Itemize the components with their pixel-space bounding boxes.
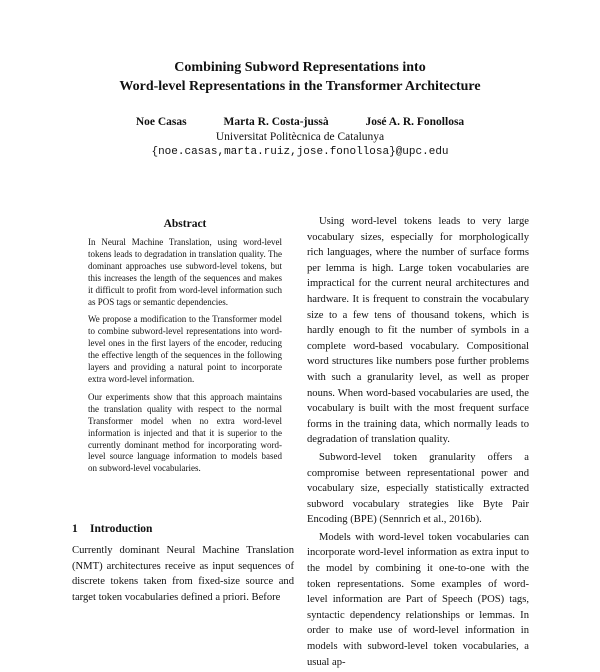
abstract-paragraph-3: Our experiments show that this approach maintains the translation quality with respect to the normal Transformer model when no extra word-level information is injected and that it is superior to the currently dominant method for incorporating word-level source language information to models based on subword-level vocabularies.: [88, 391, 282, 474]
author-emails: {noe.casas,marta.ruiz,jose.fonollosa}@upc.edu: [151, 146, 449, 158]
right-column: [307, 214, 529, 672]
section-number: 1: [72, 523, 78, 535]
author-2: Marta R. Costa-jussà: [223, 116, 329, 128]
abstract-paragraph-2: We propose a modification to the Transformer model to combine subword-level representations into word-level ones in the first layers of the encoder, reducing the effective length of the sequences in the following layers and providing a natural point to incorporate extra word-level information.: [88, 314, 282, 384]
introduction-paragraph: Currently dominant Neural Machine Translation (NMT) architectures receive as input sequences of discrete tokens taken from fixed-size source and target token vocabularies defined a priori. Before: [72, 545, 294, 603]
paper-title: [0, 58, 600, 96]
right-paragraph-3: Models with word-level token vocabularies can incorporate word-level information as extra input to the model by combining it one-to-one with the token representations. Some examples of word-level information are Part of Speech (POS) tags, syntactic dependency relationships or lemmas. In order to make use of word-level information in models with subword-level token vocabularies, a usual ap-: [307, 531, 529, 668]
affiliation: Universitat Politècnica de Catalunya: [215, 131, 385, 143]
author-list: [0, 116, 600, 128]
right-paragraph-2: Subword-level token granularity offers a compromise between representational power and vocabulary size, especially statistically extracted subword vocabulary strategies like Byte Pair Encoding (BPE) (Sennrich et al., 2016b).: [307, 451, 529, 526]
title-line-2: Word-level Representations in the Transformer Architecture: [119, 79, 481, 94]
abstract-paragraph-1: In Neural Machine Translation, using word-level tokens leads to degradation in translation quality. The dominant approaches use subword-level tokens, but this increases the length of the sequences and makes it difficult to profit from word-level information such as POS tags or semantic dependencies.: [88, 237, 282, 307]
abstract-body: [88, 237, 282, 481]
author-1: Noe Casas: [135, 116, 187, 128]
section-heading-introduction: [72, 523, 152, 535]
author-3: José A. R. Fonollosa: [365, 116, 465, 128]
section-title: Introduction: [90, 523, 153, 535]
abstract-heading: Abstract: [163, 218, 207, 230]
introduction-body: [72, 543, 294, 605]
right-paragraph-1: Using word-level tokens leads to very large vocabulary sizes, especially for morphologically rich languages, where the number of surface forms per lemma is high. Large token vocabularies are impractical for the current neural architectures and hardware. It is frequent to constrain the vocabulary size to a few tens of thousand tokens, which is hardly enough to fit the number of symbols in a complete word-based vocabulary. Compositional word structures like numbers pose further problems with such a granularity level, as well as proper nouns. When word-based vocabularies are used, the vocabulary is built with the most frequent surface forms in the training data, which normally leads to degradation of translation quality.: [307, 216, 529, 446]
title-line-1: Combining Subword Representations into: [174, 60, 426, 75]
